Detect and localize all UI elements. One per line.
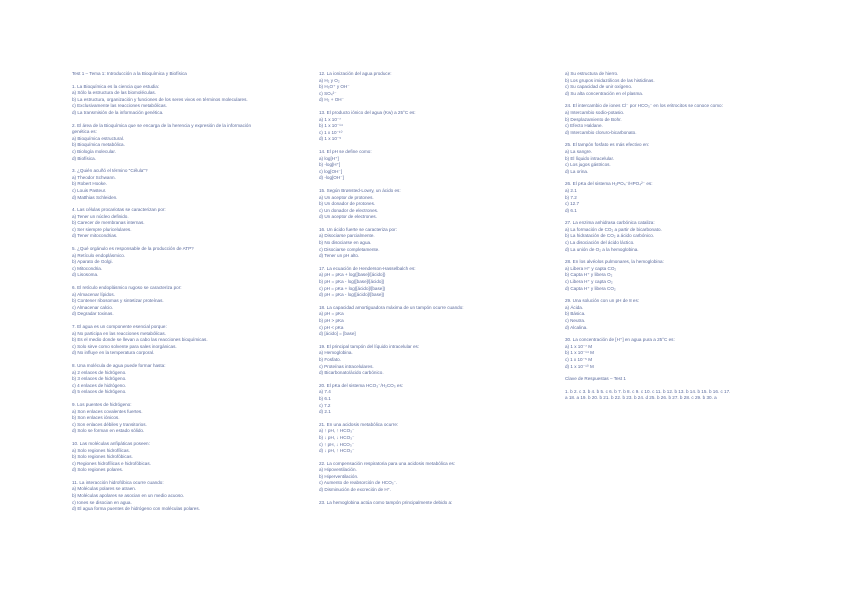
text-line: d) Capta H⁺ y libera CO₂ xyxy=(565,285,616,291)
text-line: 8. Una molécula de agua puede formar hasta: xyxy=(72,362,166,368)
text-line: c) Disociarse completamente. xyxy=(319,246,380,252)
text-line: 11. La interacción hidrofóbica ocurre cuando: xyxy=(72,479,164,485)
text-line: a) Almacenar lípidos. xyxy=(72,291,115,297)
text-line: d) Tener mitocondrias. xyxy=(72,233,118,239)
text-line: b) ↓ pH, ↓ HCO₃⁻ xyxy=(319,434,355,440)
text-line: b) 3 enlaces de hidrógeno. xyxy=(72,376,127,382)
text-line: 25. El tampón fosfato es más efectivo en: xyxy=(565,142,650,148)
text-line: c) Un donador de electrones. xyxy=(319,207,379,213)
text-line: 4. Las células procariotas se caracterizan por: xyxy=(72,207,166,213)
text-line: a) Intercambio sodio-potasio. xyxy=(565,109,625,115)
text-line: 9. Los puentes de hidrógeno: xyxy=(72,401,132,407)
text-line: b) Moléculas apolares se asocian en un medio acuoso. xyxy=(72,493,185,499)
text-line: b) Básica. xyxy=(565,311,586,317)
text-line: d) 5 enlaces de hidrógeno. xyxy=(72,389,127,395)
text-line: 21. En una acidosis metabólica ocurre: xyxy=(319,421,399,427)
text-line: c) 12.7 xyxy=(565,201,580,207)
text-line: d) Degradar toxinas. xyxy=(72,311,114,317)
text-line: b) La estructura, organización y funciones de los seres vivos en términos moleculares. xyxy=(72,96,248,102)
text-line: b) Capta H⁺ y libera O₂ xyxy=(565,272,613,278)
text-line: b) pH > pKa xyxy=(319,318,344,323)
text-line: Clave de Respuestas – Test 1 xyxy=(565,376,626,382)
text-line: c) pH = pKa + log([ácido]/[base]) xyxy=(319,285,386,291)
text-line: c) Aumento de reabsorción de HCO₃⁻. xyxy=(319,480,398,486)
text-line: a) 2 enlaces de hidrógeno. xyxy=(72,369,127,375)
text-line: b) Aparato de Golgi. xyxy=(72,259,113,265)
text-line: c) ↑ pH, ↓ HCO₃⁻ xyxy=(319,441,355,447)
text-line: 1. b 2. c 3. b 4. b 5. c 6. b 7. b 8. c 9. c 10. c 11. b 12. b 13. b 14. b 15. b 16. c 17. xyxy=(565,388,731,394)
text-line: b) Los grupos imidazólicos de las histidinas. xyxy=(565,77,655,83)
text-line: b) 1 x 10⁻¹⁴ xyxy=(319,123,343,129)
text-line: 15. Según Brønsted-Lowry, un ácido es: xyxy=(319,187,401,193)
text-line: c) Biología molecular. xyxy=(72,148,116,154)
text-line: a) ↑ pH, ↑ HCO₃⁻ xyxy=(319,428,355,434)
text-line: a) Hipoventilación. xyxy=(319,467,357,473)
text-line: d) El agua forma puentes de hidrógeno con moléculas polares. xyxy=(72,506,200,512)
text-line: b) Es el medio donde se llevan a cabo las reacciones bioquímicas. xyxy=(72,337,208,343)
text-line: c) Solo sirve como solvente para sales inorgánicas. xyxy=(72,343,177,349)
text-line: 19. El principal tampón del líquido intracelular es: xyxy=(319,343,420,349)
text-line: 6. El retículo endoplásmico rugoso se caracteriza por: xyxy=(72,285,182,291)
text-line: c) 1 x 10⁻¹⁰ xyxy=(319,129,343,135)
text-line: d) Bicarbonato/ácido carbónico. xyxy=(319,370,384,376)
text-line: d) ↓ pH, ↑ HCO₃⁻ xyxy=(319,448,355,454)
text-line: c) Su capacidad de unir oxígeno. xyxy=(565,84,633,90)
text-line: c) SO₄²⁻ xyxy=(319,90,337,96)
text-line: d) Solo regiones polares. xyxy=(72,467,124,473)
text-line: b) 7.2 xyxy=(565,194,577,200)
text-line: c) Proteínas intracelulares. xyxy=(319,363,374,369)
text-line: c) Iones se disocian en agua. xyxy=(72,499,132,505)
text-line: d) Alcalina. xyxy=(565,324,588,330)
text-line: a) Un aceptor de protones. xyxy=(319,194,374,200)
text-line: a 18. a 19. b 20. b 21. b 22. b 23. b 24. d 25. b 26. b 27. b 28. c 29. b 30. a xyxy=(565,395,717,401)
text-line: c) 7.2 xyxy=(319,402,331,408)
text-line: b) Robert Hooke. xyxy=(72,181,107,187)
text-line: c) Mitocondria. xyxy=(72,265,103,271)
text-line: 5. ¿Qué orgánulo es responsable de la producción de ATP? xyxy=(72,246,194,252)
text-line: a) No participa en las reacciones metabólicas. xyxy=(72,330,166,336)
text-line: d) No influye en la temperatura corporal. xyxy=(72,350,155,356)
text-line: 13. El producto iónico del agua (Kw) a 25°C es: xyxy=(319,109,416,115)
text-line: b) 1 x 10⁻¹⁴ M xyxy=(565,350,594,356)
text-line: a) La sangre. xyxy=(565,148,593,154)
text-line: b) Son enlaces iónicos. xyxy=(72,415,120,421)
text-line: d) pH = pKa - log([ácido]/[base]) xyxy=(319,292,385,298)
text-line: a) Bioquímica estructural. xyxy=(72,135,125,141)
text-line: 24. El intercambio de iones Cl⁻ por HCO₃⁻ en los eritrocitos se conoce como: xyxy=(565,103,723,109)
text-line: c) Libera H⁺ y capta O₂ xyxy=(565,279,613,285)
text-line: a) 2.1 xyxy=(565,187,577,193)
text-line: c) Regiones hidrofílicas e hidrofóbicas. xyxy=(72,460,151,466)
text-line: a) Retículo endoplásmico. xyxy=(72,252,126,258)
text-line: 28. En los alvéolos pulmonares, la hemoglobina: xyxy=(565,259,664,265)
column-middle xyxy=(319,71,549,506)
text-line: c) pH < pKa xyxy=(319,324,344,330)
text-line: a) Sólo la estructura de las biomoléculas. xyxy=(72,90,157,96)
text-line: c) Neutra. xyxy=(565,318,586,323)
text-line: a) Su estructura de hierro. xyxy=(565,71,619,76)
text-line: 12. La ionización del agua produce: xyxy=(319,71,392,76)
text-line: 7. El agua es un componente esencial porque: xyxy=(72,324,167,329)
text-line: Test 1 – Tema 1: Introducción a la Bioquímica y Biofísica xyxy=(72,71,187,76)
text-line: d) 2.1 xyxy=(319,409,331,415)
text-line: d) Disminución de excreción de H⁺. xyxy=(319,487,392,493)
text-line: a) 1 x 10⁻⁷ M xyxy=(565,343,593,349)
text-line: 22. La compensación respiratoria para una acidosis metabólica es: xyxy=(319,460,456,466)
text-line: c) Exclusivamente las reacciones metabólicas. xyxy=(72,103,167,109)
text-line: a) pH = pKa xyxy=(319,311,344,317)
text-line: 29. Una solución con un pH de 8 es: xyxy=(565,298,640,304)
text-line: b) El líquido intracelular. xyxy=(565,155,615,161)
text-line: d) La orina. xyxy=(565,168,589,174)
text-line: a) Hemoglobina. xyxy=(319,350,353,356)
text-line: a) Son enlaces covalentes fuertes. xyxy=(72,408,143,414)
text-line: b) La hidratación de CO₂ a ácido carbónico. xyxy=(565,233,655,239)
text-line: a) La formación de CO₂ a partir de bicarbonato. xyxy=(565,226,662,232)
text-line: b) 6.1 xyxy=(319,395,331,401)
text-line: c) Efecto Haldane. xyxy=(565,123,603,129)
text-line: 30. La concentración de [H⁺] en agua pura a 25°C es: xyxy=(565,337,675,343)
text-line: d) Intercambio cloruro-bicarbonato. xyxy=(565,129,637,135)
text-line: d) Matthias Schleiden. xyxy=(72,194,118,200)
column-left xyxy=(72,71,302,513)
text-line: d) Su alta concentración en el plasma. xyxy=(565,90,644,96)
text-line: b) Desplazamiento de Bohr. xyxy=(565,116,622,122)
text-line: a) Moléculas polares se atraen. xyxy=(72,486,137,492)
text-line: c) 1 x 10⁻⁵ M xyxy=(565,356,593,362)
text-line: 26. El pKa del sistema H₂PO₄⁻/HPO₄²⁻ es: xyxy=(565,181,653,187)
text-line: 10. Las moléculas anfipáticas poseen: xyxy=(72,440,150,446)
text-line: b) H₃O⁺ y OH⁻ xyxy=(319,84,350,90)
text-line: a) 1 x 10⁻⁷ xyxy=(319,116,341,122)
text-line: c) La disociación del ácido láctico. xyxy=(565,240,635,246)
text-line: b) Bioquímica metabólica. xyxy=(72,142,125,148)
text-line: a) Theodor Schwann. xyxy=(72,174,116,180)
text-line: b) Carecer de membranas internas. xyxy=(72,220,145,226)
text-line: d) Tener un pH alto. xyxy=(319,253,360,259)
text-line: a) Tener un núcleo definido. xyxy=(72,213,129,219)
text-line: d) -log[OH⁻] xyxy=(319,175,344,181)
text-line: c) 4 enlaces de hidrógeno. xyxy=(72,382,127,388)
text-line: a) Libera H⁺ y capta CO₂ xyxy=(565,265,617,271)
text-line: d) [ácido] = [base] xyxy=(319,331,356,337)
text-line: c) Los jugos gástricos. xyxy=(565,162,611,168)
text-line: d) La transmisión de la información genética. xyxy=(72,109,164,115)
text-line: c) Son enlaces débiles y transitorios. xyxy=(72,421,147,427)
text-line: b) pH = pKa - log([base]/[ácido]) xyxy=(319,279,385,285)
text-line: a) H₂ y O₂ xyxy=(319,77,340,83)
text-line: 16. Un ácido fuerte se caracteriza por: xyxy=(319,226,397,232)
text-line: 1. La Bioquímica es la ciencia que estudia: xyxy=(72,83,160,89)
text-line: 14. El pH se define como: xyxy=(319,148,372,154)
text-line: d) 6.1 xyxy=(565,207,577,213)
text-line: a) log[H⁺] xyxy=(319,155,339,161)
text-line: c) log[OH⁻] xyxy=(319,168,343,174)
text-line: b) Hiperventilación. xyxy=(319,473,359,479)
text-line: c) Ser siempre pluricelulares. xyxy=(72,226,132,232)
text-line: 3. ¿Quién acuñó el término "Célula"? xyxy=(72,168,148,174)
text-line: b) Contener ribosomas y sintetizar proteínas. xyxy=(72,298,164,304)
text-line: a) Ácida. xyxy=(565,304,584,310)
text-line: d) H₂ + OH⁻ xyxy=(319,97,345,103)
text-line: 2. El área de la Bioquímica que se encarga de la herencia y expresión de la información xyxy=(72,122,252,128)
text-line: 23. La hemoglobina actúa como tampón principalmente debido a: xyxy=(319,499,453,505)
text-line: b) Fosfato. xyxy=(319,356,341,362)
text-line: genética es: xyxy=(72,129,97,135)
text-line: d) 1 x 10⁻⁵ xyxy=(319,136,342,142)
text-line: b) Un donador de protones. xyxy=(319,201,376,207)
text-line: d) Biofísica. xyxy=(72,155,96,161)
text-line: d) 1 x 10⁻¹⁰ M xyxy=(565,363,594,369)
text-line: b) Solo regiones hidrofóbicas. xyxy=(72,454,133,460)
text-line: c) Almacenar calcio. xyxy=(72,304,114,310)
text-line: d) Un aceptor de electrones. xyxy=(319,214,377,220)
text-line: a) 7.4 xyxy=(319,389,331,395)
text-line: d) Solo se forman en estado sólido. xyxy=(72,428,145,434)
text-line: d) La unión de O₂ a la hemoglobina. xyxy=(565,246,639,252)
text-line: a) Disociarse parcialmente. xyxy=(319,233,375,239)
text-line: 17. La ecuación de Henderson-Hasselbalch es: xyxy=(319,265,416,271)
text-line: d) Lisosoma. xyxy=(72,272,99,278)
text-line: 20. El pKa del sistema HCO₃⁻/H₂CO₃ es: xyxy=(319,382,404,388)
text-line: 18. La capacidad amortiguadora máxima de un tampón ocurre cuando: xyxy=(319,304,464,310)
text-line: b) No disociarse en agua. xyxy=(319,240,372,246)
text-line: b) -log[H⁺] xyxy=(319,162,341,168)
text-line: a) pH = pKa + log([base]/[ácido]) xyxy=(319,272,386,278)
text-line: c) Louis Pasteur. xyxy=(72,187,107,193)
text-line: a) Solo regiones hidrofílicas. xyxy=(72,447,130,453)
column-right xyxy=(565,71,795,402)
text-line: 27. La enzima anhidrasa carbónica cataliza: xyxy=(565,220,655,226)
